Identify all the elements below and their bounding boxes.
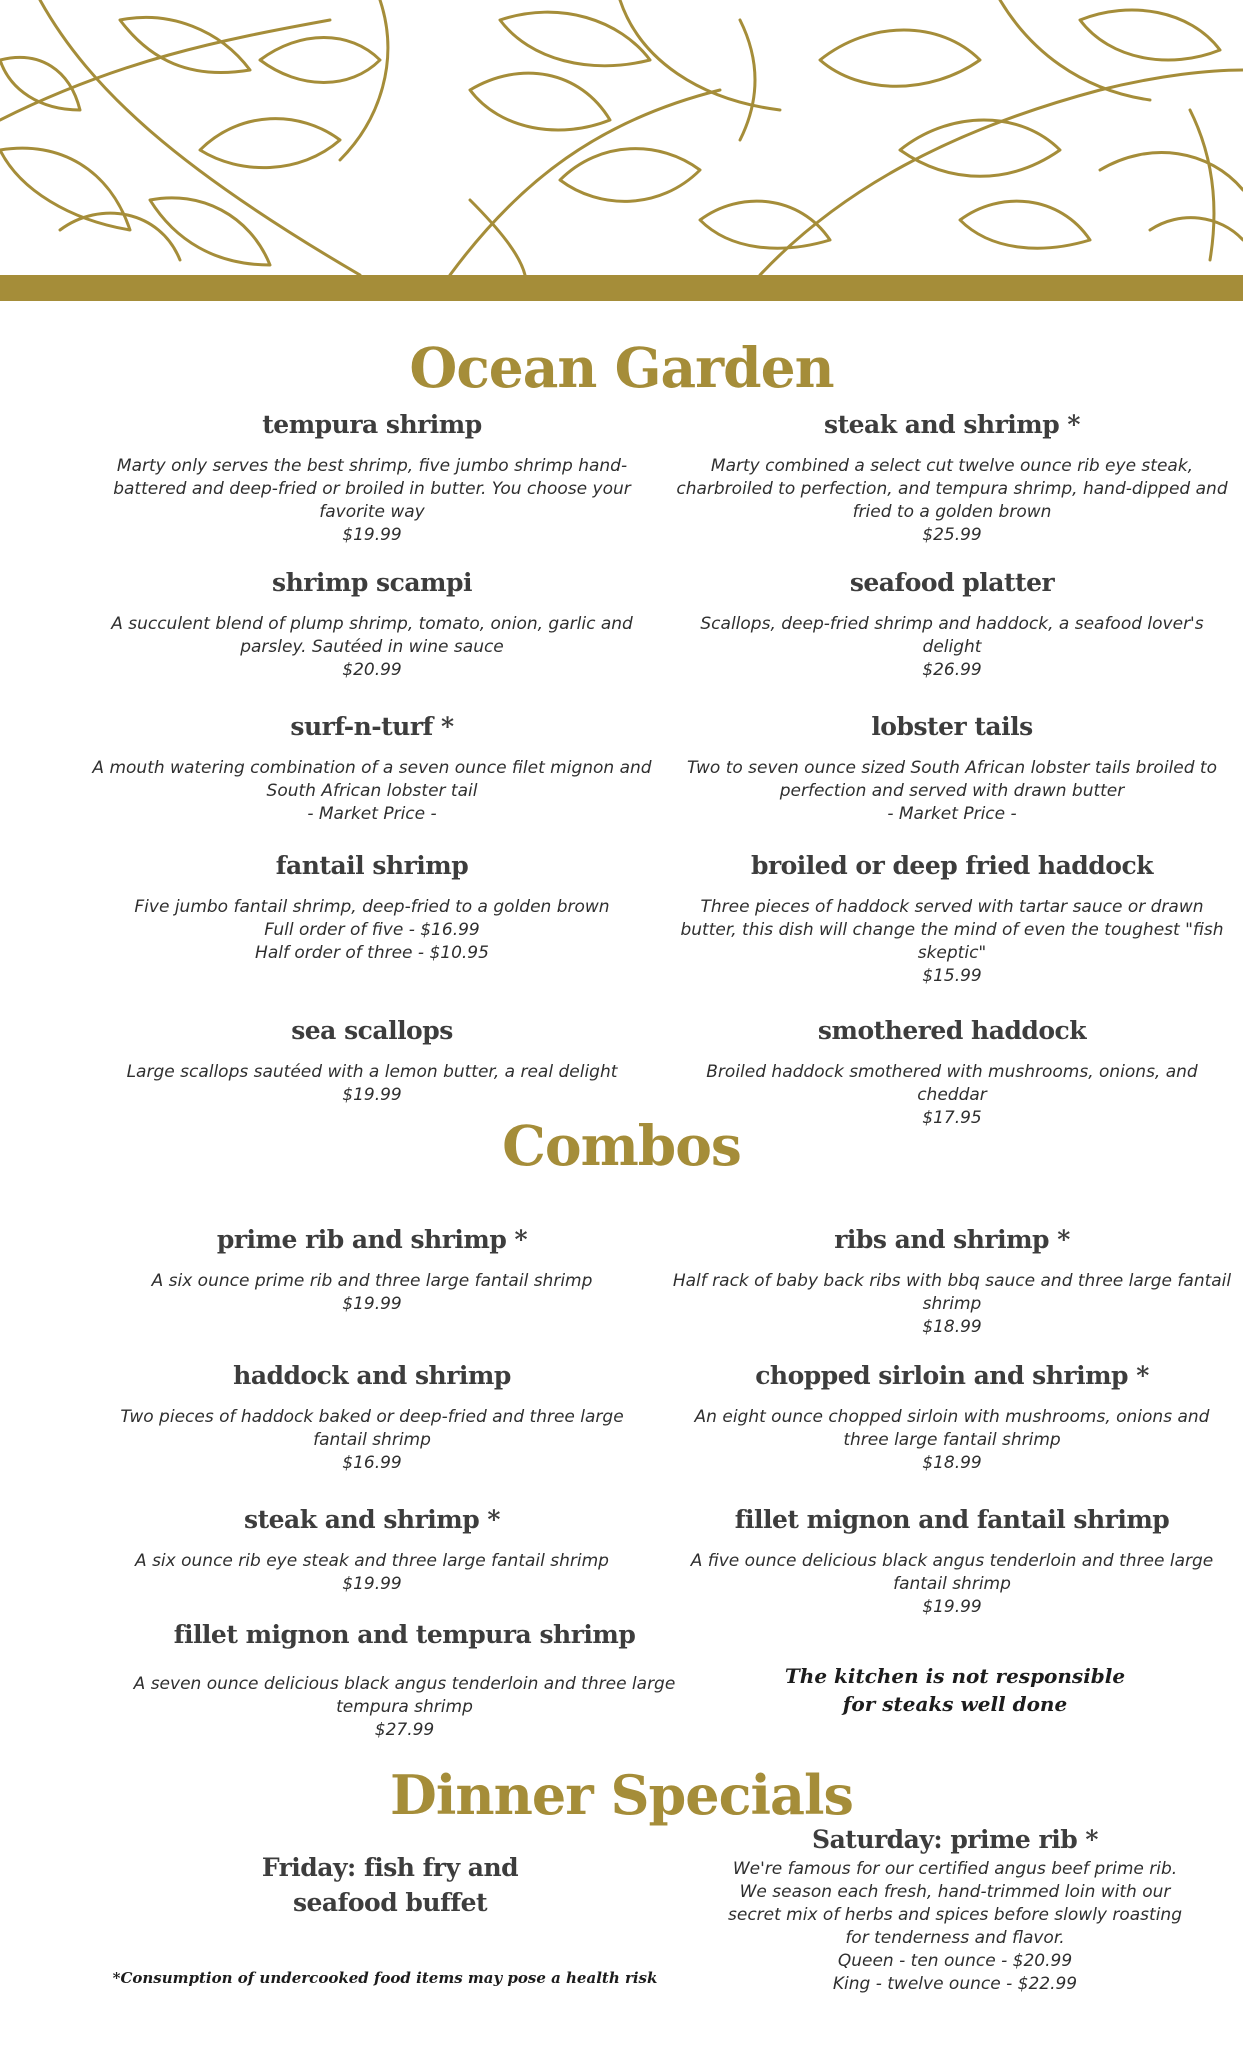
item-description: Five jumbo fantail shrimp, deep-fried to a golden brown	[134, 897, 610, 917]
item-name: sea scallops	[291, 1016, 453, 1045]
menu-item	[672, 712, 1232, 826]
health-disclaimer: *Consumption of undercooked food items may pose a health risk	[112, 1969, 658, 1987]
item-price: $19.99	[342, 525, 402, 545]
item-name: chopped sirloin and shrimp *	[755, 1361, 1149, 1390]
item-price: $18.99	[922, 1317, 982, 1337]
item-price-half: Half order of three - $10.95	[255, 943, 489, 963]
item-name: tempura shrimp	[262, 410, 482, 439]
section-title-combos: Combos	[502, 1113, 741, 1178]
item-description: Half rack of baby back ribs with bbq sauce and three large fantail shrimp	[672, 1271, 1232, 1314]
item-description: Broiled haddock smothered with mushrooms, onions, and cheddar	[706, 1062, 1198, 1105]
item-description: A six ounce prime rib and three large fantail shrimp	[151, 1271, 593, 1291]
item-description: A mouth watering combination of a seven ounce filet mignon and South African lobster tail	[92, 758, 652, 801]
menu-item	[672, 410, 1232, 547]
item-description: A five ounce delicious black angus tenderloin and three large fantail shrimp	[690, 1551, 1214, 1594]
item-name: lobster tails	[871, 712, 1033, 741]
item-description: Large scallops sautéed with a lemon butter, a real delight	[126, 1062, 618, 1082]
kitchen-note-line-2: for steaks well done	[842, 1692, 1068, 1716]
leaf-pattern-icon	[0, 0, 1243, 275]
item-price: $17.95	[922, 1108, 982, 1128]
item-name: fillet mignon and fantail shrimp	[734, 1505, 1170, 1534]
king-cut-price: King - twelve ounce - $22.99	[832, 1974, 1078, 1994]
item-price: - Market Price -	[307, 804, 437, 824]
menu-item	[92, 1016, 652, 1107]
item-price: Full order of five - $16.99	[264, 920, 480, 940]
menu-item	[672, 568, 1232, 682]
item-price: $20.99	[342, 660, 402, 680]
item-name: fillet mignon and tempura shrimp	[173, 1620, 636, 1649]
item-description: Scallops, deep-fried shrimp and haddock, a seafood lover's delight	[700, 614, 1204, 657]
friday-special-line-1: Friday: fish fry and	[261, 1853, 519, 1882]
item-description: Two pieces of haddock baked or deep-fried and three large fantail shrimp	[120, 1407, 624, 1450]
friday-special	[220, 1850, 560, 1920]
item-description: A succulent blend of plump shrimp, tomato, onion, garlic and parsley. Sautéed in wine sauce	[111, 614, 633, 657]
item-name: broiled or deep fried haddock	[750, 851, 1153, 880]
item-description: An eight ounce chopped sirloin with mushrooms, onions and three large fantail shrimp	[694, 1407, 1210, 1450]
item-price: $19.99	[342, 1574, 402, 1594]
menu-item	[672, 1225, 1232, 1339]
menu-item	[672, 1016, 1232, 1130]
leaf-banner	[0, 0, 1243, 275]
item-name: seafood platter	[849, 568, 1055, 597]
item-name: smothered haddock	[817, 1016, 1087, 1045]
saturday-special	[720, 1825, 1190, 1996]
section-title-dinner-specials: Dinner Specials	[390, 1763, 853, 1827]
menu-item	[92, 1505, 652, 1596]
item-price: - Market Price -	[887, 804, 1017, 824]
item-price: $16.99	[342, 1453, 402, 1473]
item-price: $19.99	[922, 1597, 982, 1617]
menu-item	[92, 410, 652, 547]
menu-item	[92, 1361, 652, 1475]
item-name: fantail shrimp	[275, 851, 469, 880]
menu-item	[672, 1361, 1232, 1475]
saturday-special-description: We're famous for our certified angus beef prime rib. We season each fresh, hand-trimmed loin with our secret mix of herbs and spices before slowly roasting for tenderness and flavor.	[728, 1859, 1182, 1948]
item-name: shrimp scampi	[272, 568, 472, 597]
menu-item	[92, 1225, 652, 1316]
item-description: Three pieces of haddock served with tartar sauce or drawn butter, this dish will change the mind of even the toughest "fish skeptic"	[680, 897, 1224, 963]
item-price: $27.99	[374, 1720, 435, 1740]
item-price: $18.99	[922, 1453, 982, 1473]
item-description: Two to seven ounce sized South African lobster tails broiled to perfection and served with drawn butter	[686, 758, 1217, 801]
gold-divider-band	[0, 275, 1243, 301]
item-name: haddock and shrimp	[233, 1361, 511, 1390]
kitchen-note	[740, 1662, 1170, 1718]
item-description: Marty only serves the best shrimp, five jumbo shrimp hand-battered and deep-fried or broiled in butter. You choose your favorite way	[113, 456, 631, 522]
item-price: $19.99	[342, 1085, 402, 1105]
menu-item	[92, 712, 652, 826]
menu-item	[92, 568, 652, 682]
item-description: A seven ounce delicious black angus tenderloin and three large tempura shrimp	[133, 1674, 676, 1717]
saturday-special-title: Saturday: prime rib *	[812, 1825, 1098, 1854]
queen-cut-price: Queen - ten ounce - $20.99	[837, 1951, 1073, 1971]
menu-item	[672, 851, 1232, 988]
item-name: steak and shrimp *	[244, 1505, 500, 1534]
menu-item	[112, 1620, 697, 1742]
menu-item	[92, 851, 652, 965]
item-price: $25.99	[922, 525, 982, 545]
item-name: surf-n-turf *	[290, 712, 454, 741]
item-name: ribs and shrimp *	[834, 1225, 1070, 1254]
item-description: Marty combined a select cut twelve ounce rib eye steak, charbroiled to perfection, and tempura shrimp, hand-dipped and fried to a golden brown	[676, 456, 1228, 522]
kitchen-note-line-1: The kitchen is not responsible	[784, 1664, 1126, 1688]
item-price: $15.99	[922, 966, 982, 986]
section-title-ocean-garden: Ocean Garden	[409, 335, 834, 400]
friday-special-line-2: seafood buffet	[292, 1888, 488, 1917]
item-name: prime rib and shrimp *	[216, 1225, 528, 1254]
item-name: steak and shrimp *	[824, 410, 1080, 439]
item-price: $19.99	[342, 1294, 402, 1314]
item-description: A six ounce rib eye steak and three large fantail shrimp	[135, 1551, 609, 1571]
item-price: $26.99	[922, 660, 982, 680]
menu-item	[672, 1505, 1232, 1619]
